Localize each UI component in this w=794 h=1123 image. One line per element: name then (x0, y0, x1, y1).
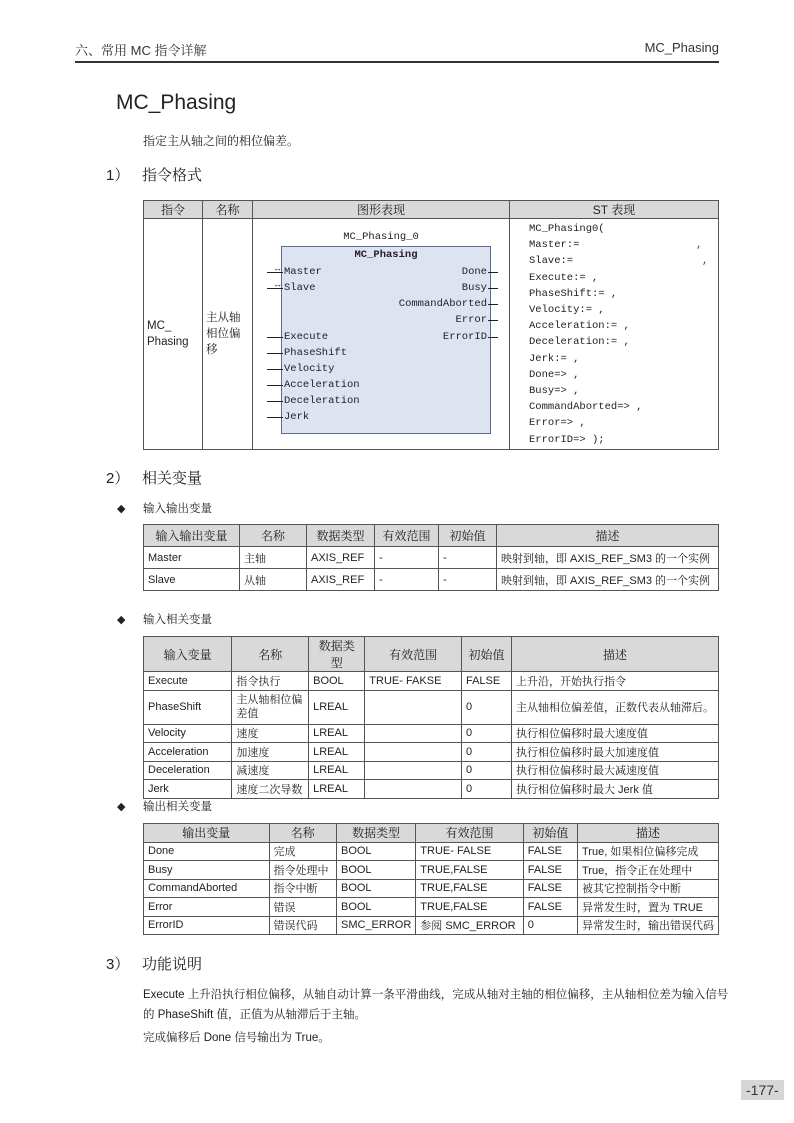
st-code-line (529, 302, 718, 318)
pin-label: PhaseShift (284, 347, 348, 359)
table-cell: 映射到轴，即 AXIS_REF_SM3 的一个实例 (497, 569, 719, 591)
table-cell: BOOL (336, 861, 415, 880)
bullet-label: 输入相关变量 (143, 614, 212, 626)
diamond-bullet-icon: ◆ (117, 503, 126, 515)
col-header: 数据类型 (309, 637, 365, 672)
st-code-text: Busy=> , (529, 385, 580, 398)
table-cell: 被其它控制指令中断 (578, 879, 719, 898)
table-cell: Busy (144, 861, 270, 880)
fb-output-pin (399, 296, 487, 312)
fb-input-pin (284, 361, 334, 377)
col-header: 初始值 (523, 824, 577, 843)
section-number: 1） (106, 167, 130, 184)
table-cell: 主从轴相位偏差值 (232, 690, 309, 724)
table-row (144, 569, 719, 591)
output-wire (488, 272, 498, 273)
fb-instance-name: MC_Phasing_0 (343, 231, 419, 243)
col-header: 描述 (497, 525, 719, 547)
input-wire (267, 337, 283, 338)
input-wire (267, 353, 283, 354)
table-cell: 0 (461, 761, 511, 780)
input-wire (267, 385, 283, 386)
table-cell: FALSE (523, 861, 577, 880)
function-paragraph: Execute 上升沿执行相位偏移，从轴自动计算一条平滑曲线，完成从轴对主轴的相位偏移，主从轴相位差为输入信号的 PhaseShift 值，正值为从轴滞后于主轴。 (143, 989, 729, 1021)
table-cell: - (439, 547, 497, 569)
table-cell (365, 724, 462, 743)
st-code-text: Velocity:= , (529, 304, 605, 317)
table-cell: FALSE (523, 842, 577, 861)
intro-text: 指定主从轴之间的相位偏差。 (143, 134, 300, 148)
table-cell: Deceleration (144, 761, 232, 780)
st-code-line (529, 237, 718, 253)
diamond-bullet-icon: ◆ (117, 614, 126, 626)
name-cell: 主从轴相位偏移 (203, 219, 253, 450)
table-row (144, 761, 719, 780)
col-header: 数据类型 (307, 525, 375, 547)
bullet-label: 输出相关变量 (143, 801, 212, 813)
st-trailing-comma: , (696, 239, 703, 252)
fb-output-pin (443, 329, 487, 345)
io-vars-table (143, 524, 719, 591)
table-cell: 错误 (269, 898, 336, 917)
col-header: 输入变量 (144, 637, 232, 672)
table-cell: 指令执行 (232, 672, 309, 691)
st-code-line (529, 318, 718, 334)
col-header: 数据类型 (336, 824, 415, 843)
table-cell: 参阅 SMC_ERROR (416, 916, 523, 935)
section-number: 3） (106, 956, 130, 973)
table-cell (365, 690, 462, 724)
fb-input-pin (284, 409, 309, 425)
table-cell: FALSE (523, 898, 577, 917)
section-label: 相关变量 (142, 470, 203, 487)
table-row (144, 842, 719, 861)
table-cell: Acceleration (144, 743, 232, 762)
col-header: 名称 (203, 201, 253, 219)
table-cell: True，指令正在处理中 (578, 861, 719, 880)
table-cell (365, 743, 462, 762)
table-cell: 错误代码 (269, 916, 336, 935)
pin-label: Jerk (284, 411, 310, 423)
st-code-cell (510, 219, 719, 450)
table-cell: 上升沿，开始执行指令 (512, 672, 719, 691)
col-header: 有效范围 (416, 824, 523, 843)
table-cell: 执行相位偏移时最大速度值 (512, 724, 719, 743)
table-cell: Jerk (144, 780, 232, 799)
st-code-line (529, 399, 718, 415)
table-cell: LREAL (309, 690, 365, 724)
in-out-arrow-icon: ↔ (275, 264, 281, 274)
table-header-row (144, 525, 719, 547)
table-cell: 指令中断 (269, 879, 336, 898)
table-cell: 主轴 (240, 547, 307, 569)
pin-label: Master (284, 266, 322, 278)
table-cell (365, 761, 462, 780)
table-cell: 0 (461, 780, 511, 799)
pin-label: Busy (461, 282, 487, 294)
col-header: 有效范围 (365, 637, 462, 672)
col-header: 输出变量 (144, 824, 270, 843)
col-header: 名称 (269, 824, 336, 843)
st-code-text: Jerk:= , (529, 352, 580, 365)
table-cell: BOOL (336, 842, 415, 861)
st-code-text: CommandAborted=> , (529, 401, 643, 414)
input-wire (267, 417, 283, 418)
table-cell: LREAL (309, 743, 365, 762)
diamond-bullet-icon: ◆ (117, 801, 126, 813)
st-code-line (529, 270, 718, 286)
instruction-cell: MC_ Phasing (144, 219, 203, 450)
col-header: 描述 (578, 824, 719, 843)
bullet-label: 输入输出变量 (143, 503, 212, 515)
table-row (144, 672, 719, 691)
fb-input-pin (284, 329, 328, 345)
table-header-row (144, 637, 719, 672)
st-code-line (529, 415, 718, 431)
output-wire (488, 304, 498, 305)
table-cell: 异常发生时，置为 TRUE (578, 898, 719, 917)
table-cell: 减速度 (232, 761, 309, 780)
table-row (144, 898, 719, 917)
table-cell: Error (144, 898, 270, 917)
table-cell: Execute (144, 672, 232, 691)
col-header: 名称 (240, 525, 307, 547)
st-code-text: ErrorID=> ); (529, 433, 605, 446)
header-rule (75, 61, 719, 63)
table-cell: Slave (144, 569, 240, 591)
st-code-line (529, 286, 718, 302)
pin-label: Execute (284, 331, 329, 343)
function-paragraph: 完成偏移后 Done 信号输出为 True。 (143, 1032, 330, 1044)
st-code-line (529, 367, 718, 383)
table-row (144, 879, 719, 898)
table-cell: PhaseShift (144, 690, 232, 724)
table-cell: FALSE (523, 879, 577, 898)
table-cell: 异常发生时，输出错误代码 (578, 916, 719, 935)
table-cell: 执行相位偏移时最大 Jerk 值 (512, 780, 719, 799)
function-block-diagram (253, 219, 509, 449)
st-code-text: Done=> , (529, 368, 580, 381)
table-cell: BOOL (336, 879, 415, 898)
fb-output-pin (462, 280, 487, 296)
table-cell: True, 如果相位偏移完成 (578, 842, 719, 861)
table-row (144, 743, 719, 762)
output-wire (488, 337, 498, 338)
section-header: MC_Phasing (644, 40, 719, 55)
page-title: MC_Phasing (116, 91, 237, 114)
pin-label: Velocity (284, 363, 335, 375)
st-code-line (529, 383, 718, 399)
table-cell: - (439, 569, 497, 591)
col-header: 初始值 (439, 525, 497, 547)
in-out-arrow-icon: ↔ (275, 280, 281, 290)
table-cell: 加速度 (232, 743, 309, 762)
bullet-output-vars (117, 798, 212, 814)
col-header: 名称 (232, 637, 309, 672)
st-code-text: Execute:= , (529, 271, 599, 284)
pin-label: Deceleration (284, 395, 360, 407)
table-cell: ErrorID (144, 916, 270, 935)
st-code-line (529, 351, 718, 367)
st-trailing-comma: , (702, 255, 709, 268)
table-cell: CommandAborted (144, 879, 270, 898)
table-cell: BOOL (336, 898, 415, 917)
fb-type-name: MC_Phasing (354, 249, 418, 261)
table-cell: 主从轴相位偏差值，正数代表从轴滞后。 (512, 690, 719, 724)
table-cell: TRUE,FALSE (416, 879, 523, 898)
table-cell: TRUE- FALSE (416, 842, 523, 861)
page-number: -177- (741, 1080, 784, 1100)
table-row (144, 861, 719, 880)
section-label: 功能说明 (142, 956, 203, 973)
table-header-row (144, 201, 719, 219)
table-cell: - (375, 547, 439, 569)
table-cell: 映射到轴，即 AXIS_REF_SM3 的一个实例 (497, 547, 719, 569)
fb-output-pin (462, 264, 487, 280)
table-cell: 0 (461, 724, 511, 743)
col-header: 有效范围 (375, 525, 439, 547)
pin-label: ErrorID (442, 331, 487, 343)
table-cell: LREAL (309, 724, 365, 743)
section-heading-function (106, 953, 202, 974)
st-code-text: Acceleration:= , (529, 320, 630, 333)
table-row (144, 690, 719, 724)
st-code-text: Error=> , (529, 417, 586, 430)
bullet-io-vars (117, 500, 212, 516)
table-row (144, 219, 719, 450)
fb-input-pin (284, 377, 360, 393)
table-cell: TRUE- FAKSE (365, 672, 462, 691)
table-cell: Done (144, 842, 270, 861)
chapter-header: 六、常用 MC 指令详解 (75, 43, 207, 58)
input-vars-table (143, 636, 719, 799)
table-cell: 0 (523, 916, 577, 935)
section-heading-format (106, 164, 202, 185)
st-code-line (529, 221, 718, 237)
output-wire (488, 320, 498, 321)
table-cell: 完成 (269, 842, 336, 861)
pin-label: Error (455, 314, 487, 326)
table-cell: Velocity (144, 724, 232, 743)
table-cell: 速度二次导数 (232, 780, 309, 799)
st-code-text: Master:= (529, 239, 580, 252)
table-cell: TRUE,FALSE (416, 898, 523, 917)
col-header: ST 表现 (510, 201, 719, 219)
table-row (144, 780, 719, 799)
table-cell: 速度 (232, 724, 309, 743)
section-number: 2） (106, 470, 130, 487)
table-cell: BOOL (309, 672, 365, 691)
table-cell: 执行相位偏移时最大减速度值 (512, 761, 719, 780)
st-code-text: PhaseShift:= , (529, 287, 618, 300)
col-header: 初始值 (461, 637, 511, 672)
table-cell: 0 (461, 743, 511, 762)
table-cell: 指令处理中 (269, 861, 336, 880)
col-header: 图形表现 (253, 201, 510, 219)
section-heading-variables (106, 467, 202, 488)
section-label: 指令格式 (142, 167, 203, 184)
table-header-row (144, 824, 719, 843)
col-header: 指令 (144, 201, 203, 219)
table-cell (365, 780, 462, 799)
table-cell: TRUE,FALSE (416, 861, 523, 880)
table-cell: Master (144, 547, 240, 569)
output-vars-table (143, 823, 719, 935)
st-code-text: Deceleration:= , (529, 336, 630, 349)
fb-input-pin (275, 280, 316, 296)
fb-input-pin (284, 345, 347, 361)
input-wire (267, 401, 283, 402)
col-header: 输入输出变量 (144, 525, 240, 547)
fb-input-pin (275, 264, 322, 280)
st-code-text: MC_Phasing0( (529, 223, 605, 235)
pin-label: CommandAborted (398, 298, 487, 310)
pin-label: Slave (284, 282, 316, 294)
fb-input-pin (284, 393, 360, 409)
table-cell: SMC_ERROR (336, 916, 415, 935)
table-cell: AXIS_REF (307, 569, 375, 591)
fb-box (275, 246, 491, 434)
table-cell: LREAL (309, 761, 365, 780)
st-code-line (529, 253, 718, 269)
format-table (143, 200, 719, 450)
table-cell: 执行相位偏移时最大加速度值 (512, 743, 719, 762)
st-code-line (529, 334, 718, 350)
table-cell: 0 (461, 690, 511, 724)
table-cell: LREAL (309, 780, 365, 799)
table-cell: - (375, 569, 439, 591)
output-wire (488, 288, 498, 289)
pin-label: Acceleration (284, 379, 360, 391)
st-code-line (529, 432, 718, 448)
table-cell: AXIS_REF (307, 547, 375, 569)
st-code-text: Slave:= (529, 255, 574, 268)
graphic-cell (253, 219, 510, 450)
table-cell: FALSE (461, 672, 511, 691)
table-cell: 从轴 (240, 569, 307, 591)
table-row (144, 724, 719, 743)
table-row (144, 547, 719, 569)
fb-output-pin (455, 312, 487, 328)
input-wire (267, 369, 283, 370)
pin-label: Done (461, 266, 487, 278)
bullet-input-vars (117, 611, 212, 627)
table-row (144, 916, 719, 935)
col-header: 描述 (512, 637, 719, 672)
